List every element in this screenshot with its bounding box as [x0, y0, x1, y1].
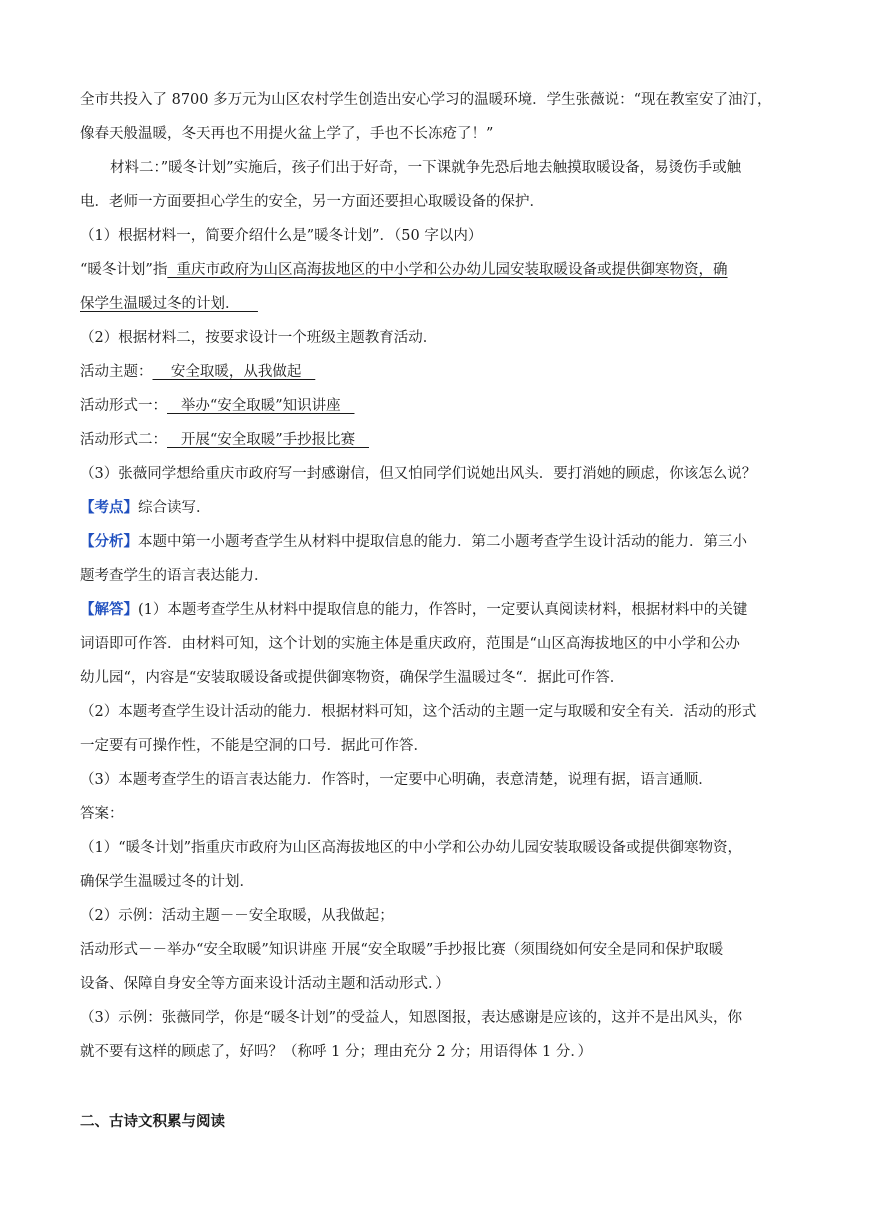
question-2: （2）根据材料二，按要求设计一个班级主题教育活动．	[80, 330, 438, 346]
text-line: （2）本题考查学生设计活动的能力．根据材料可知，这个活动的主题一定与取暖和安全有关．活动的形式	[80, 704, 757, 720]
filled-answer: 举办“安全取暖”知识讲座	[167, 398, 355, 414]
section-heading: 二、古诗文积累与阅读	[80, 1113, 225, 1130]
answer-prefix: 活动主题：	[80, 364, 153, 380]
filled-answer: 重庆市政府为山区高海拔地区的中小学和公办幼儿园安装取暖设备或提供御寒物资，确	[167, 262, 728, 278]
text-line: 一定要有可操作性，不能是空洞的口号．据此可作答．	[80, 738, 428, 754]
fenxi-line	[80, 531, 800, 553]
question-3: （3）张薇同学想给重庆市政府写一封感谢信，但又怕同学们说她出风头．要打消她的顾虑，你该怎么说？	[80, 466, 757, 482]
answer-line	[80, 429, 800, 451]
text-line: 全市共投入了 8700 多万元为山区农村学生创造出安心学习的温暖环境．学生张薇说：“现在教室安了油汀，	[80, 92, 772, 108]
question-1: （1）根据材料一，简要介绍什么是”暖冬计划”．（50 字以内）	[80, 228, 483, 244]
jieda-line	[80, 599, 800, 621]
answer-prefix: “暖冬计划”指	[80, 262, 168, 278]
text-line: （3）示例：张薇同学，你是“暖冬计划”的受益人，知恩图报，表达感谢是应该的，这并不是出风头，你	[80, 1010, 743, 1026]
jieda-text: (1）本题考查学生从材料中提取信息的能力，作答时，一定要认真阅读材料，根据材料中的关键	[138, 602, 748, 618]
text-line: 词语即可作答．由材料可知，这个计划的实施主体是重庆政府，范围是“山区高海拔地区的中小学和公办	[80, 636, 740, 652]
text-line: 材料二：”暖冬计划”实施后，孩子们出于好奇，一下课就争先恐后地去触摸取暖设备，易烫伤手或触	[110, 160, 742, 176]
answer-line	[80, 259, 800, 281]
text-line: 像春天般温暖，冬天再也不用提火盆上学了，手也不长冻疮了！”	[80, 126, 494, 142]
answer-line	[80, 293, 800, 315]
text-line: 活动形式－－举办“安全取暖”知识讲座 开展“安全取暖”手抄报比赛（须围绕如何安全是同和保护取暖	[80, 942, 724, 958]
filled-answer: 保学生温暖过冬的计划．	[80, 296, 258, 312]
text-line: 设备、保障自身安全等方面来设计活动主题和活动形式．）	[80, 976, 450, 992]
text-line: 就不要有这样的顾虑了，好吗？（称呼 1 分；理由充分 2 分；用语得体 1 分．）	[80, 1044, 593, 1060]
kaodian-text: 综合读写．	[138, 500, 211, 516]
text-line: 题考查学生的语言表达能力．	[80, 568, 269, 584]
answer-line	[80, 395, 800, 417]
answer-line	[80, 361, 800, 383]
text-line: 电．老师一方面要担心学生的安全，另一方面还要担心取暖设备的保护．	[80, 194, 544, 210]
text-line: （2）示例：活动主题－－安全取暖，从我做起；	[80, 908, 394, 924]
jieda-tag: 【解答】	[80, 601, 138, 618]
answer-prefix: 活动形式二：	[80, 432, 167, 448]
filled-answer: 安全取暖，从我做起	[152, 364, 316, 380]
text-line: 幼儿园“，内容是“安装取暖设备或提供御寒物资，确保学生温暖过冬“．据此可作答．	[80, 670, 625, 686]
text-line: （1）“暖冬计划”指重庆市政府为山区高海拔地区的中小学和公办幼儿园安装取暖设备或提供御寒物资，	[80, 840, 743, 856]
kaodian-tag: 【考点】	[80, 499, 138, 516]
fenxi-text: 本题中第一小题考查学生从材料中提取信息的能力．第二小题考查学生设计活动的能力．第三小	[138, 534, 747, 550]
fenxi-tag: 【分析】	[80, 533, 138, 550]
filled-answer: 开展“安全取暖”手抄报比赛	[167, 432, 369, 448]
answer-label: 答案：	[80, 806, 124, 822]
answer-prefix: 活动形式一：	[80, 398, 167, 414]
kaodian-line	[80, 497, 800, 519]
text-line: 确保学生温暖过冬的计划．	[80, 874, 254, 890]
text-line: （3）本题考查学生的语言表达能力．作答时，一定要中心明确，表意清楚，说理有据，语言通顺．	[80, 772, 713, 788]
